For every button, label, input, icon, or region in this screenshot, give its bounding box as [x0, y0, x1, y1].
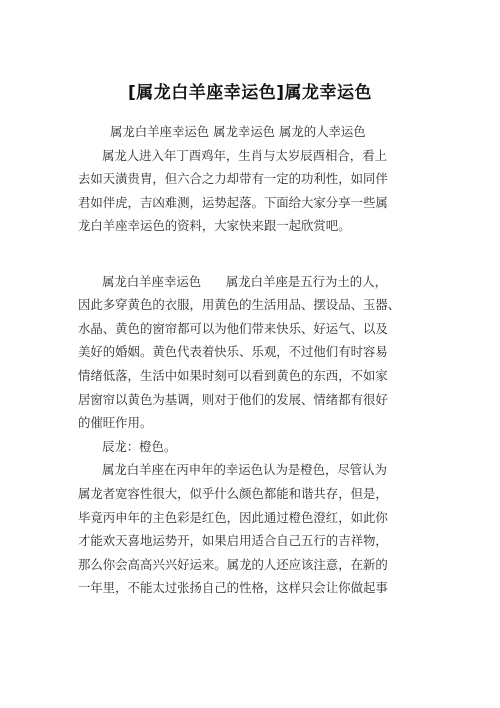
section-heading: 辰龙：橙色。 — [102, 438, 177, 454]
paragraph-line: 一年里，不能太过张扬自己的性格，这样只会让你做起事 — [78, 580, 388, 596]
paragraph-line: 美好的婚姻。黄色代表着快乐、乐观，不过他们有时容易 — [78, 344, 388, 360]
paragraph-line: 水晶、黄色的窗帘都可以为他们带来快乐、好运气、以及 — [78, 320, 388, 336]
paragraph-line: 属龙者宽容性很大，似乎什么颜色都能和谐共存，但是， — [78, 485, 388, 501]
paragraph-gap — [78, 262, 424, 270]
paragraph-line: 才能欢天喜地运势开，如果启用适合自己五行的吉祥物， — [78, 533, 388, 549]
paragraph-line: 毕竟丙申年的主色彩是红色，因此通过橙色澄红，如此你 — [78, 509, 388, 525]
paragraph-line: 去如天潢贵胄，但六合之力却带有一定的功利性，如同伴 — [78, 171, 388, 187]
document-body — [78, 120, 424, 600]
paragraph-line: 君如伴虎，吉凶难测，运势起落。下面给大家分享一些属 — [78, 194, 388, 210]
paragraph-line: 居窗帘以黄色为基调，则对于他们的发展、情绪都有很好 — [78, 391, 388, 407]
paragraph-line: 的催旺作用。 — [78, 415, 153, 431]
paragraph-line: 属龙白羊座在丙申年的幸运色认为是橙色，尽管认为 — [102, 462, 387, 478]
document-title: [属龙白羊座幸运色]属龙幸运色 — [127, 83, 373, 103]
document-subtitle: 属龙白羊座幸运色 属龙幸运色 属龙的人幸运色 — [110, 124, 366, 139]
paragraph-line: 属龙人进入年丁酉鸡年，生肖与太岁辰酉相合，看上 — [102, 147, 387, 163]
paragraph-line: 因此多穿黄色的衣服，用黄色的生活用品、摆设品、玉器、 — [78, 297, 401, 313]
paragraph-line: 那么你会高高兴兴好运来。属龙的人还应该注意，在新的 — [78, 556, 388, 572]
paragraph-line: 龙白羊座幸运色的资料，大家快来跟一起欣赏吧。 — [78, 218, 351, 234]
paragraph-line: 情绪低落，生活中如果时刻可以看到黄色的东西，不如家 — [78, 367, 388, 383]
paragraph-gap — [78, 238, 424, 262]
paragraph-line: 属龙白羊座幸运色 属龙白羊座是五行为土的人， — [102, 273, 387, 289]
